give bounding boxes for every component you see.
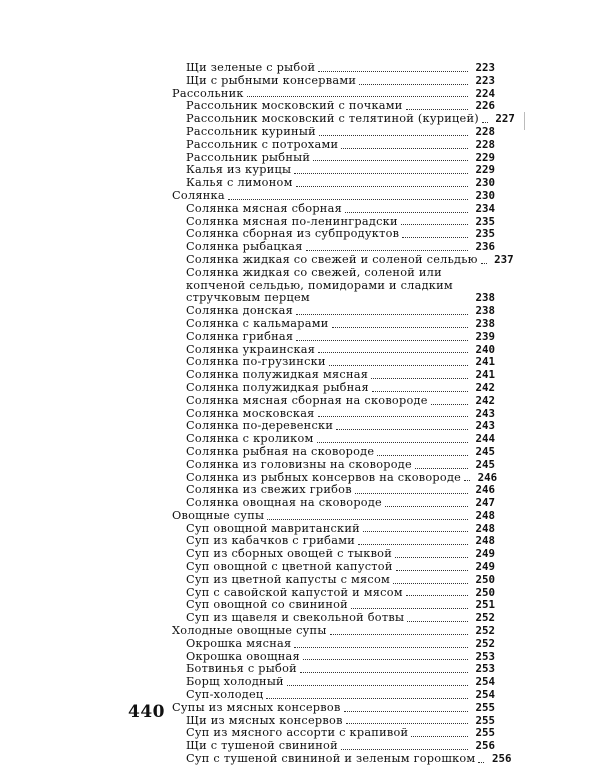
toc-entry-page: 240 (475, 342, 495, 356)
toc-entry-page: 242 (475, 380, 495, 394)
toc-entry-title: Рассольник московский с почками (186, 99, 403, 113)
dot-leader (393, 582, 468, 584)
toc-entry-page: 248 (475, 521, 495, 535)
dot-leader (401, 223, 468, 225)
toc-entry (172, 740, 495, 753)
toc-entry-title: Щи зеленые с рыбой (186, 61, 316, 74)
toc-entry-page: 245 (475, 457, 495, 471)
toc-entry-page: 252 (475, 636, 495, 650)
toc-entry-page: 248 (475, 508, 495, 522)
toc-entry (172, 139, 495, 152)
toc-entry-title: Солянка из головизны на сковороде (186, 457, 412, 471)
toc-entry-title: Солянка с кальмарами (186, 316, 329, 330)
dot-leader (296, 339, 468, 341)
toc-entry-title: Солянка мясная сборная на сковороде (186, 393, 428, 407)
toc-entry-title: Солянка донская (186, 304, 293, 318)
dot-leader (395, 556, 468, 558)
dot-leader (351, 607, 468, 609)
toc-entry-page: 228 (475, 137, 495, 151)
toc-entry-page: 256 (475, 739, 495, 753)
toc-entry-page: 224 (475, 86, 495, 100)
dot-leader (396, 569, 468, 571)
toc-entry-page: 227 (495, 112, 515, 126)
dot-leader (415, 467, 468, 469)
toc-entry-page: 234 (475, 201, 495, 215)
dot-leader (372, 390, 468, 392)
toc-entry-page: 235 (475, 214, 495, 228)
toc-section-entry (172, 510, 495, 523)
toc-entry-title: Суп из мясного ассорти с крапивой (186, 726, 409, 740)
toc-entry (172, 318, 495, 331)
dot-leader (345, 211, 468, 213)
toc-entry-page: 245 (475, 444, 495, 458)
dot-leader (385, 505, 468, 507)
toc-entry-page: 252 (475, 624, 495, 638)
dot-leader (317, 441, 468, 443)
toc-entry-page: 223 (475, 73, 495, 87)
toc-entry-page: 256 (491, 752, 512, 766)
toc-entry-title: Борщ холодный (186, 675, 284, 689)
toc-entry (172, 369, 495, 382)
toc-entry (172, 689, 495, 702)
toc-entry-page: 242 (475, 393, 495, 407)
toc-entry-title: Солянка мясная по-ленинградски (186, 214, 398, 228)
toc-entry-page: 229 (475, 163, 495, 177)
toc-entry-page: 230 (475, 188, 495, 202)
toc-entry-page: 255 (475, 700, 495, 714)
dot-leader (406, 108, 468, 110)
toc-entry-title: Суп овощной мавританский (186, 521, 360, 535)
toc-entry-page: 230 (475, 176, 495, 190)
toc-entry-page: 255 (475, 713, 495, 727)
toc-entry-title: Овощные супы (172, 508, 265, 522)
toc-entry-title: Солянка рыбная на сковороде (186, 444, 375, 458)
dot-leader (358, 543, 468, 545)
toc-entry (172, 561, 495, 574)
toc-entry-page: 254 (475, 675, 495, 689)
dot-leader (228, 198, 468, 200)
toc-entry-title: Солянка полужидкая мясная (186, 368, 369, 382)
toc-entry-title: Калья с лимоном (186, 176, 293, 190)
toc-entry (172, 203, 495, 216)
toc-entry (172, 252, 514, 267)
toc-entry-title: Солянка жидкая со свежей, соленой или копченой сельдью, помидорами и сладким стручковым перцем (186, 265, 453, 305)
toc-entry-page: 228 (475, 124, 495, 138)
toc-entry-title: Суп из сборных овощей с тыквой (186, 547, 393, 561)
toc-entry (172, 382, 495, 395)
toc-entry-page: 252 (475, 611, 495, 625)
toc-entry-title: Рассольник рыбный (186, 150, 311, 164)
toc-entry-title: Солянка украинская (186, 342, 316, 356)
dot-leader (341, 147, 468, 149)
dot-leader (481, 262, 487, 264)
dot-leader (359, 83, 468, 85)
toc-entry-title: Суп из цветной капусты с мясом (186, 572, 391, 586)
toc-entry-page: 226 (475, 99, 495, 113)
dot-leader (296, 185, 468, 187)
dot-leader (267, 518, 468, 520)
toc-entry-title: Солянка по-грузински (186, 355, 326, 369)
dot-leader (363, 530, 468, 532)
toc-entry-title: Супы из мясных консервов (172, 700, 341, 714)
toc-entry-title: Солянка сборная из субпродуктов (186, 227, 400, 241)
dot-leader (318, 70, 468, 72)
toc-entry-title: Суп овощной с цветной капустой (186, 560, 393, 574)
toc-entry (172, 126, 495, 139)
toc-entry (172, 433, 495, 446)
dot-leader (336, 428, 468, 430)
toc-entry (172, 62, 495, 75)
toc-entry-title: Суп из щавеля и свекольной ботвы (186, 611, 405, 625)
toc-entry-title: Ботвинья с рыбой (186, 662, 297, 676)
dot-leader (406, 594, 468, 596)
dot-leader (332, 326, 468, 328)
toc-entry-page: 250 (475, 572, 495, 586)
toc-entry (172, 75, 495, 88)
dot-leader (303, 658, 468, 660)
toc-entry-title: Солянка из рыбных консервов на сковороде (186, 470, 462, 484)
toc-entry (172, 267, 495, 305)
dot-leader (464, 479, 470, 481)
toc-entry-page: 238 (475, 304, 495, 318)
toc-section-entry (172, 190, 495, 203)
toc-entry-title: Суп с тушеной свининой и зеленым горошком (186, 752, 476, 766)
toc-entry-title: Солянка овощная на сковороде (186, 496, 382, 510)
toc-entry (172, 331, 495, 344)
toc-entry (172, 497, 495, 510)
toc-entry-page: 236 (475, 240, 495, 254)
toc-section-entry (172, 625, 495, 638)
margin-mark (524, 112, 525, 130)
toc-entry-title: Солянка московская (186, 406, 315, 420)
toc-entry (172, 459, 495, 472)
toc-entry-title: Солянка полужидкая рыбная (186, 380, 369, 394)
toc-entry-page: 237 (494, 252, 514, 266)
toc-entry-title: Рассольник московский с телятиной (курицей) (186, 112, 479, 126)
toc-entry-title: Солянка мясная сборная (186, 201, 342, 215)
toc-entry-page: 243 (475, 419, 495, 433)
dot-leader (377, 454, 468, 456)
dot-leader (407, 620, 468, 622)
dot-leader (478, 761, 484, 763)
toc-entry-page: 255 (475, 726, 495, 740)
toc-entry-title: Суп с савойской капустой и мясом (186, 585, 403, 599)
toc-entry-title: Калья из курицы (186, 163, 292, 177)
toc-entry-page: 223 (475, 61, 495, 74)
toc-entry-page: 253 (475, 662, 495, 676)
toc-entry-title: Суп овощной со свининой (186, 598, 348, 612)
toc-entry-page: 253 (475, 649, 495, 663)
toc-entry (172, 638, 495, 651)
toc-section-entry (172, 702, 495, 715)
dot-leader (313, 159, 468, 161)
toc-entry-page: 239 (475, 329, 495, 343)
dot-leader (402, 236, 468, 238)
toc-entry-page: 229 (475, 150, 495, 164)
toc-entry-page: 249 (475, 547, 495, 561)
toc-entry-page: 251 (475, 598, 495, 612)
toc-entry (172, 395, 495, 408)
dot-leader (431, 403, 468, 405)
table-of-contents (172, 61, 515, 766)
toc-entry-title: Холодные овощные супы (172, 624, 327, 638)
toc-entry-title: Солянка жидкая со свежей и соленой сельдью (186, 252, 478, 266)
toc-entry-page: 246 (475, 483, 495, 497)
toc-entry-page: 238 (475, 291, 495, 305)
toc-entry-title: Окрошка мясная (186, 636, 292, 650)
toc-entry-page: 250 (475, 585, 495, 599)
dot-leader (266, 697, 468, 699)
dot-leader (318, 415, 468, 417)
toc-entry-title: Солянка из свежих грибов (186, 483, 352, 497)
dot-leader (371, 377, 468, 379)
toc-entry-title: Щи с рыбными консервами (186, 73, 357, 87)
toc-entry-page: 241 (475, 368, 495, 382)
toc-entry-title: Солянка по-деревенски (186, 419, 334, 433)
toc-entry-title: Солянка (172, 188, 225, 202)
toc-entry-title: Щи из мясных консервов (186, 713, 343, 727)
toc-entry-title: Рассольник куриный (186, 124, 316, 138)
toc-entry-title: Рассольник (172, 86, 244, 100)
toc-entry-title: Щи с тушеной свининой (186, 739, 338, 753)
dot-leader (482, 121, 488, 123)
toc-entry-title: Солянка грибная (186, 329, 294, 343)
dot-leader (319, 134, 468, 136)
toc-entry-page: 241 (475, 355, 495, 369)
toc-entry (172, 574, 495, 587)
dot-leader (318, 351, 468, 353)
dot-leader (296, 313, 468, 315)
toc-entry-page: 249 (475, 560, 495, 574)
toc-entry-page: 248 (475, 534, 495, 548)
dot-leader (344, 710, 468, 712)
dot-leader (287, 684, 468, 686)
toc-entry-title: Суп из кабачков с грибами (186, 534, 356, 548)
toc-entry-page: 244 (475, 432, 495, 446)
dot-leader (294, 172, 468, 174)
toc-entry-page: 235 (475, 227, 495, 241)
toc-entry-page: 246 (477, 470, 498, 484)
dot-leader (355, 492, 468, 494)
dot-leader (294, 646, 468, 648)
dot-leader (300, 671, 468, 673)
toc-entry-title: Солянка с кроликом (186, 432, 314, 446)
dot-leader (330, 633, 468, 635)
toc-entry-title: Окрошка овощная (186, 649, 300, 663)
dot-leader (306, 249, 468, 251)
dot-leader (346, 722, 468, 724)
toc-entry-title: Суп-холодец (186, 688, 264, 702)
toc-entry-page: 254 (475, 688, 495, 702)
page-number: 440 (128, 702, 165, 722)
toc-entry (172, 446, 495, 459)
toc-entry (172, 752, 512, 766)
dot-leader (411, 735, 468, 737)
toc-entry-page: 238 (475, 316, 495, 330)
dot-leader (329, 364, 468, 366)
dot-leader (247, 95, 468, 97)
toc-entry-page: 247 (475, 496, 495, 510)
toc-entry-page: 243 (475, 406, 495, 420)
toc-entry-title: Солянка рыбацкая (186, 240, 303, 254)
toc-entry-title: Рассольник с потрохами (186, 137, 339, 151)
